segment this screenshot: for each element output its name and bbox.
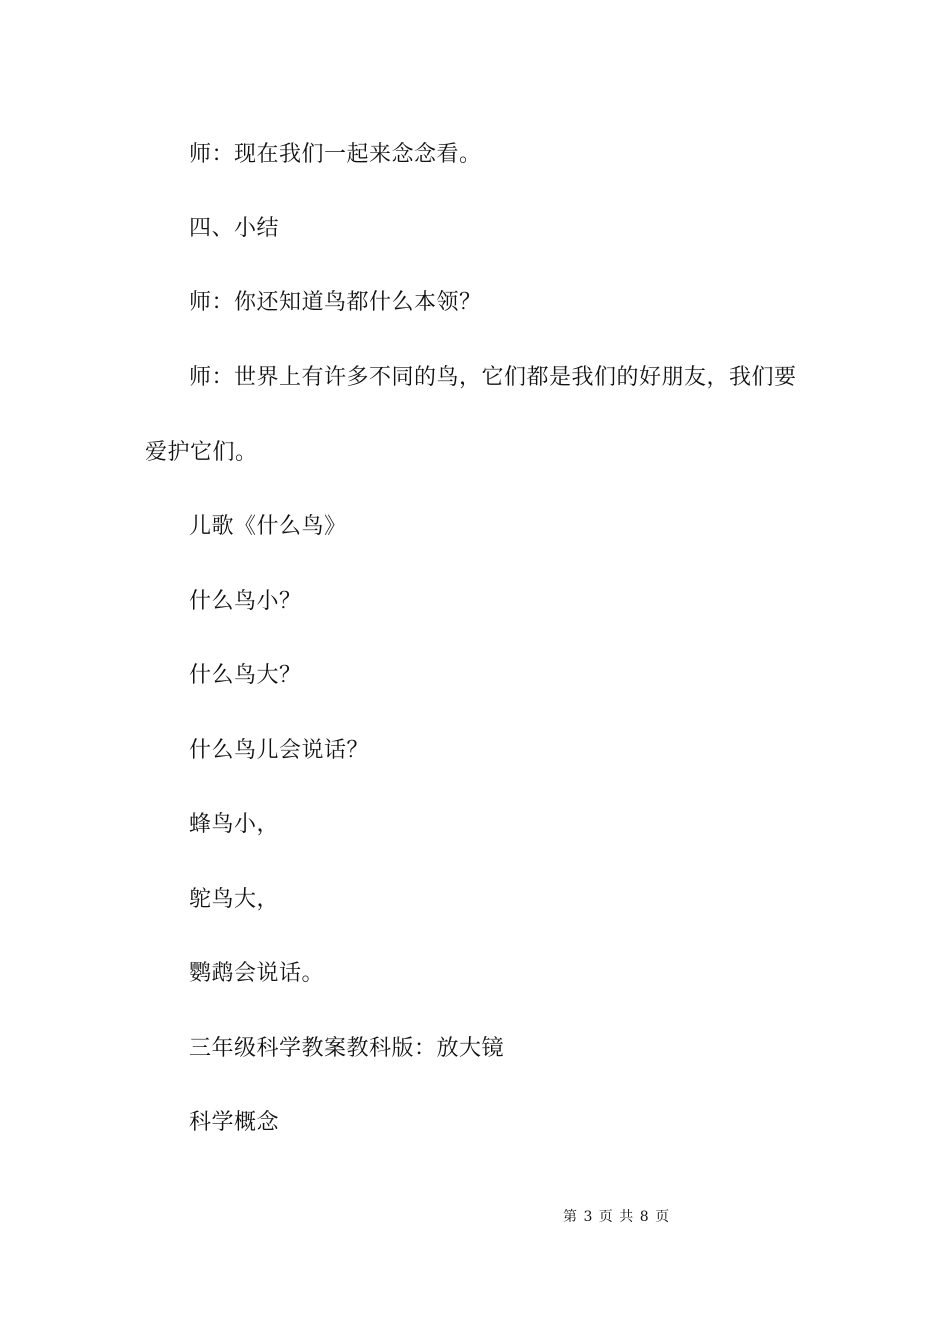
section-heading-summary: 四、小结 [189, 216, 280, 241]
song-line-2: 什么鸟大？ [189, 663, 302, 688]
song-line-5: 鸵鸟大， [189, 887, 280, 912]
paragraph-teacher-question: 师：你还知道鸟都什么本领？ [189, 290, 482, 315]
lesson-title: 三年级科学教案教科版：放大镜 [189, 1036, 505, 1061]
song-line-6: 鹦鹉会说话。 [189, 961, 325, 986]
section-heading-science-concepts: 科学概念 [189, 1110, 280, 1135]
paragraph-teacher-friends-continued: 爱护它们。 [145, 440, 258, 465]
paragraph-teacher-friends: 师：世界上有许多不同的鸟，它们都是我们的好朋友，我们要 [189, 365, 797, 390]
paragraph-teacher-read-together: 师：现在我们一起来念念看。 [189, 142, 482, 167]
page-number-footer: 第 3 页 共 8 页 [563, 1209, 671, 1225]
song-line-4: 蜂鸟小， [189, 812, 280, 837]
song-line-1: 什么鸟小？ [189, 589, 302, 614]
song-title: 儿歌《什么鸟》 [189, 514, 347, 539]
song-line-3: 什么鸟儿会说话？ [189, 738, 370, 763]
